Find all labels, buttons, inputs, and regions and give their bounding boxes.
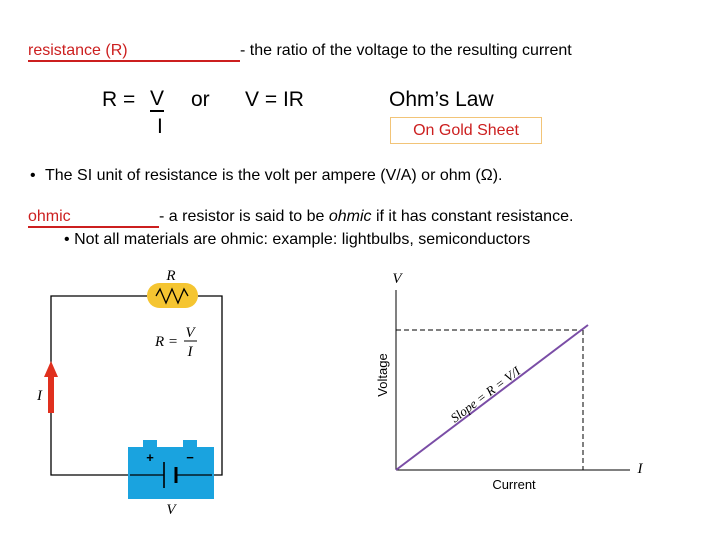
battery-plus: + bbox=[146, 450, 154, 465]
battery-minus: − bbox=[186, 450, 194, 465]
circuit-eq-left: R = bbox=[155, 334, 179, 350]
ohms-law-label: Ohm’s Law bbox=[389, 88, 494, 111]
current-arrow bbox=[44, 361, 58, 413]
circuit-eq-den: I bbox=[187, 344, 193, 360]
circuit-eq-num: V bbox=[185, 325, 195, 341]
formula-alt: V = IR bbox=[245, 88, 304, 111]
ohmic-subbullet-marker: • bbox=[64, 231, 70, 248]
resistor bbox=[147, 268, 198, 308]
si-unit-text: The SI unit of resistance is the volt per ampere (V/A) or ohm (Ω). bbox=[45, 167, 503, 184]
x-axis-symbol: I bbox=[637, 461, 643, 477]
ohmic-subbullet bbox=[64, 231, 530, 249]
current-label: I bbox=[37, 388, 42, 404]
battery bbox=[128, 440, 214, 499]
ohmic-definition bbox=[28, 208, 573, 228]
formula-r-eq: R = bbox=[102, 88, 136, 111]
circuit-diagram bbox=[0, 262, 235, 524]
y-axis-label: Voltage bbox=[375, 353, 390, 397]
ohmic-subbullet-text: Not all materials are ohmic: example: lightbulbs, semiconductors bbox=[74, 231, 531, 248]
formula-numerator: V bbox=[150, 87, 165, 110]
ohmic-text-post: if it has constant resistance. bbox=[371, 208, 574, 225]
si-bullet-marker: • bbox=[30, 167, 36, 184]
battery-label: V bbox=[166, 502, 176, 518]
formula-denominator: I bbox=[157, 115, 163, 138]
x-axis-label: Current bbox=[492, 477, 536, 492]
resistor-label: R bbox=[166, 268, 176, 284]
resistance-term: resistance (R) bbox=[28, 42, 240, 62]
voltage-current-graph bbox=[355, 262, 655, 502]
resistance-definition-text: - the ratio of the voltage to the resulting current bbox=[240, 42, 572, 59]
y-axis-symbol: V bbox=[392, 271, 402, 287]
slope-label: Slope = R = V/I bbox=[447, 363, 524, 426]
ohmic-text-em: ohmic bbox=[328, 208, 372, 225]
resistance-definition bbox=[28, 42, 572, 62]
formula-or: or bbox=[191, 88, 210, 111]
ohmic-term: ohmic bbox=[28, 208, 159, 228]
gold-sheet-note: On Gold Sheet bbox=[390, 117, 542, 144]
ohmic-text-pre: - a resistor is said to be bbox=[159, 208, 329, 225]
